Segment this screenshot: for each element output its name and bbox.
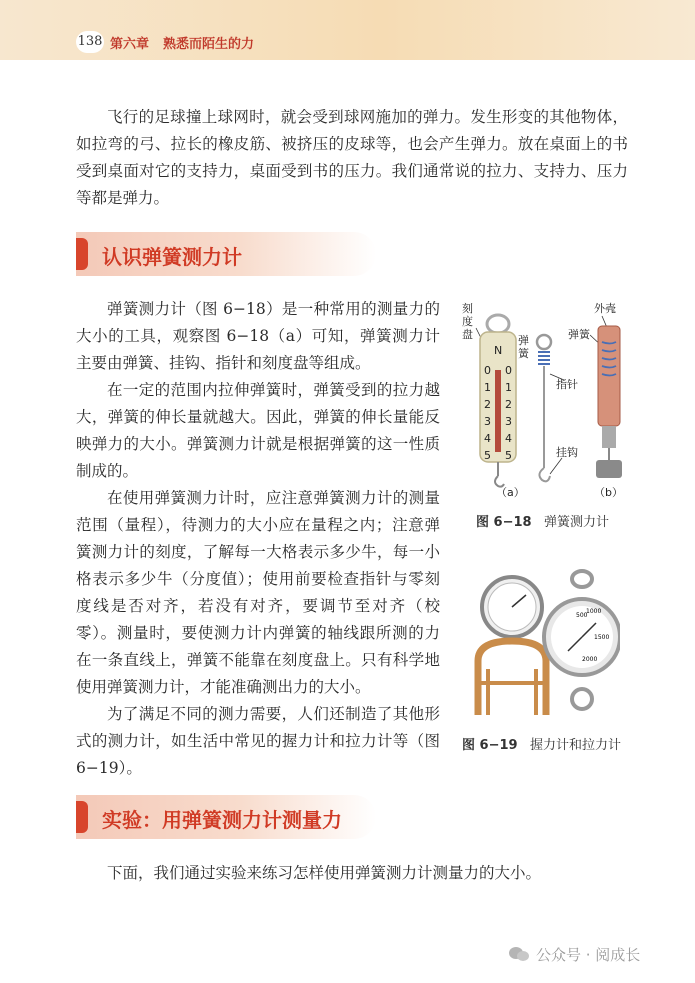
section-marker xyxy=(76,801,88,833)
fig18-tick-left-5: 5 xyxy=(484,449,491,462)
figure-6-19 xyxy=(470,565,620,725)
fig18-tick-right-1: 1 xyxy=(505,381,512,394)
fig18-tick-right-5: 5 xyxy=(505,449,512,462)
experiment-paragraph: 下面，我们通过实验来练习怎样使用弹簧测力计测量力的大小。 xyxy=(107,864,542,882)
chapter-title: 熟悉而陌生的力 xyxy=(163,37,255,52)
fig18-tick-right-3: 3 xyxy=(505,415,512,428)
wechat-icon xyxy=(508,946,530,962)
fig18-label-shell: 外壳 xyxy=(594,302,616,315)
fig18-label-a: （a） xyxy=(496,486,525,499)
figure-6-18 xyxy=(456,298,626,503)
watermark xyxy=(508,944,640,965)
paragraph-1: 弹簧测力计（图 6−18）是一种常用的测量力的大小的工具，观察图 6−18（a）可知，弹簧测力计主要由弹簧、挂钩、指针和刻度盘等组成。 xyxy=(76,300,440,372)
fig18-label-hook: 挂钩 xyxy=(556,446,578,459)
spring-scale-illustration xyxy=(456,298,626,503)
figure-6-19-number: 图 6−19 xyxy=(462,738,518,753)
fig18-label-spring-b: 弹簧 xyxy=(568,328,590,341)
page-number: 138 xyxy=(76,31,104,53)
section-title-2: 实验：用弹簧测力计测量力 xyxy=(102,808,342,832)
fig19-mark-1500: 1500 xyxy=(594,634,610,641)
fig18-tick-left-1: 1 xyxy=(484,381,491,394)
figure-6-18-number: 图 6−18 xyxy=(476,515,532,530)
fig18-scale-unit: N xyxy=(494,344,503,357)
fig18-label-dial-1: 刻 xyxy=(462,302,473,315)
fig18-label-pointer: 指针 xyxy=(556,378,578,391)
section-heading-2 xyxy=(76,795,376,839)
figure-6-18-caption xyxy=(476,511,609,530)
figure-6-19-caption xyxy=(462,734,621,753)
fig18-tick-left-3: 3 xyxy=(484,415,491,428)
watermark-text: 公众号 · 阅成长 xyxy=(536,946,641,964)
grip-and-tension-meter-illustration xyxy=(470,565,620,725)
section-marker xyxy=(76,238,88,270)
fig18-label-spring-1: 弹 xyxy=(518,334,529,347)
fig18-label-dial-2: 度 xyxy=(462,315,473,328)
fig18-label-dial-3: 盘 xyxy=(462,328,473,341)
fig18-tick-right-0: 0 xyxy=(505,364,512,377)
fig19-mark-2000: 2000 xyxy=(582,656,598,663)
figure-6-19-title: 握力计和拉力计 xyxy=(529,738,621,753)
paragraph-2: 在一定的范围内拉伸弹簧时，弹簧受到的拉力越大，弹簧的伸长量就越大。因此，弹簧的伸长量能反映弹力的大小。弹簧测力计就是根据弹簧的这一性质制成的。 xyxy=(76,381,440,480)
chapter-heading xyxy=(110,33,268,52)
fig18-tick-right-2: 2 xyxy=(505,398,512,411)
fig18-tick-left-2: 2 xyxy=(484,398,491,411)
fig19-mark-1000: 1000 xyxy=(586,608,602,615)
fig18-label-spring-2: 簧 xyxy=(518,347,529,360)
page-header xyxy=(0,0,695,60)
fig18-tick-right-4: 4 xyxy=(505,432,512,445)
fig18-label-b: （b） xyxy=(594,486,623,499)
fig19-mark-500: 500 xyxy=(576,612,588,619)
chapter-number: 第六章 xyxy=(110,37,150,52)
figure-6-18-title: 弹簧测力计 xyxy=(543,515,609,530)
fig18-tick-left-4: 4 xyxy=(484,432,491,445)
section-title-1: 认识弹簧测力计 xyxy=(102,245,242,269)
paragraph-4: 为了满足不同的测力需要，人们还制造了其他形式的测力计，如生活中常见的握力计和拉力计等（图 6−19）。 xyxy=(76,705,440,777)
paragraph-3: 在使用弹簧测力计时，应注意弹簧测力计的测量范围（量程），待测力的大小应在量程之内；注意弹簧测力计的刻度，了解每一大格表示多少牛，每一小格表示多少牛（分度值）；使用前要检查指针与零刻度线是否对齐，若没有对齐，要调节至对齐（校零）。测量时，要使测力计内弹簧的轴线跟所测的力在一条直线上，弹簧不能靠在刻度盘上。只有科学地使用弹簧测力计，才能准确测出力的大小。 xyxy=(76,489,440,696)
fig18-tick-left-0: 0 xyxy=(484,364,491,377)
section-heading-1 xyxy=(76,232,376,276)
intro-paragraph: 飞行的足球撞上球网时，就会受到球网施加的弹力。发生形变的其他物体，如拉弯的弓、拉长的橡皮筋、被挤压的皮球等，也会产生弹力。放在桌面上的书受到桌面对它的支持力，桌面受到书的压力。我们通常说的拉力、支持力、压力等都是弹力。 xyxy=(76,108,628,207)
